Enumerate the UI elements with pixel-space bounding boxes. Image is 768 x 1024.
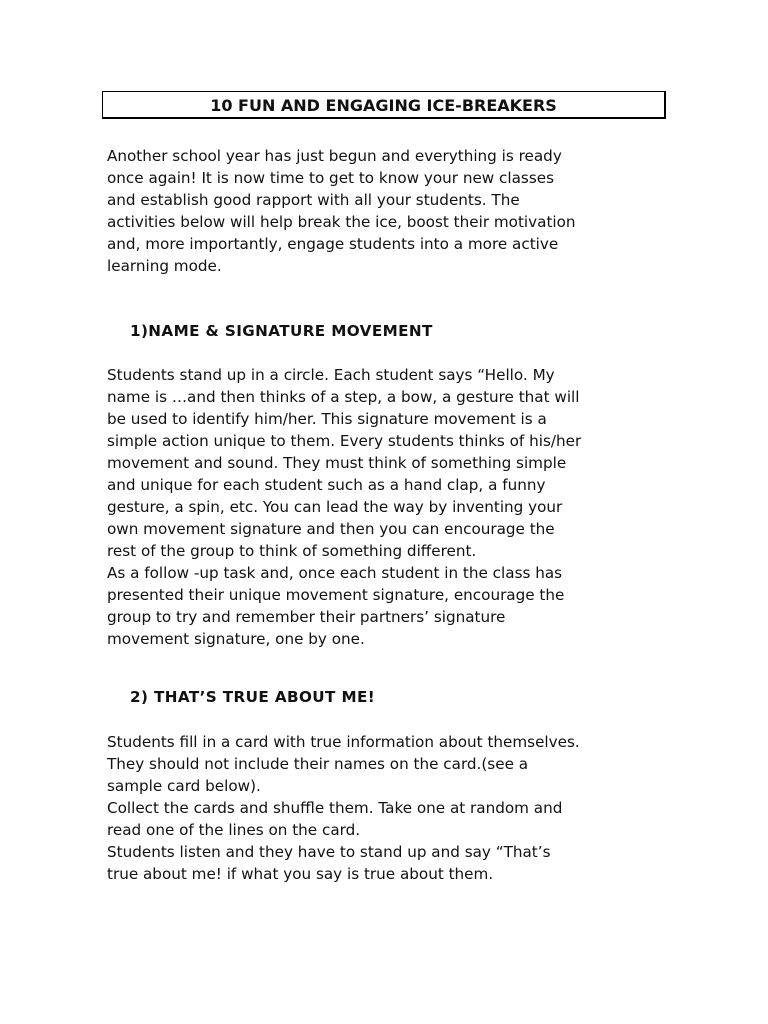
section-2-line: read one of the lines on the card. (107, 821, 361, 839)
section-2-line: Collect the cards and shuffle them. Take one at random and (107, 799, 563, 817)
section-1-line: gesture, a spin, etc. You can lead the way by inventing your (107, 498, 563, 516)
section-2-heading: 2) THAT’S TRUE ABOUT ME! (130, 688, 376, 706)
section-1-line: and unique for each student such as a hand clap, a funny (107, 476, 546, 494)
section-1-heading: 1)NAME & SIGNATURE MOVEMENT (130, 322, 433, 340)
document-title: 10 FUN AND ENGAGING ICE-BREAKERS (102, 91, 666, 119)
section-1-line: As a follow -up task and, once each student in the class has (107, 564, 563, 582)
intro-paragraph (107, 145, 667, 277)
intro-line: and, more importantly, engage students into a more active (107, 235, 559, 253)
section-1-line: name is …and then thinks of a step, a bow, a gesture that will (107, 388, 580, 406)
intro-line: and establish good rapport with all your students. The (107, 191, 520, 209)
intro-line: activities below will help break the ice, boost their motivation (107, 213, 576, 231)
section-1-line: presented their unique movement signature, encourage the (107, 586, 565, 604)
section-1-line: rest of the group to think of something different. (107, 542, 477, 560)
section-2-line: sample card below). (107, 777, 261, 795)
section-1-line: Students stand up in a circle. Each student says “Hello. My (107, 366, 555, 384)
section-1-line: be used to identify him/her. This signature movement is a (107, 410, 547, 428)
section-1-paragraph (107, 364, 667, 650)
section-2-line: Students fill in a card with true information about themselves. (107, 733, 580, 751)
section-1-line: own movement signature and then you can encourage the (107, 520, 555, 538)
section-1-line: simple action unique to them. Every students thinks of his/her (107, 432, 582, 450)
intro-line: once again! It is now time to get to know your new classes (107, 169, 555, 187)
section-2-line: They should not include their names on the card.(see a (107, 755, 529, 773)
intro-line: Another school year has just begun and everything is ready (107, 147, 562, 165)
section-2-paragraph (107, 731, 667, 885)
intro-line: learning mode. (107, 257, 222, 275)
section-2-line: true about me! if what you say is true about them. (107, 865, 494, 883)
section-1-line: movement and sound. They must think of something simple (107, 454, 567, 472)
section-1-line: group to try and remember their partners’ signature (107, 608, 506, 626)
section-2-line: Students listen and they have to stand up and say “That’s (107, 843, 551, 861)
section-1-line: movement signature, one by one. (107, 630, 365, 648)
